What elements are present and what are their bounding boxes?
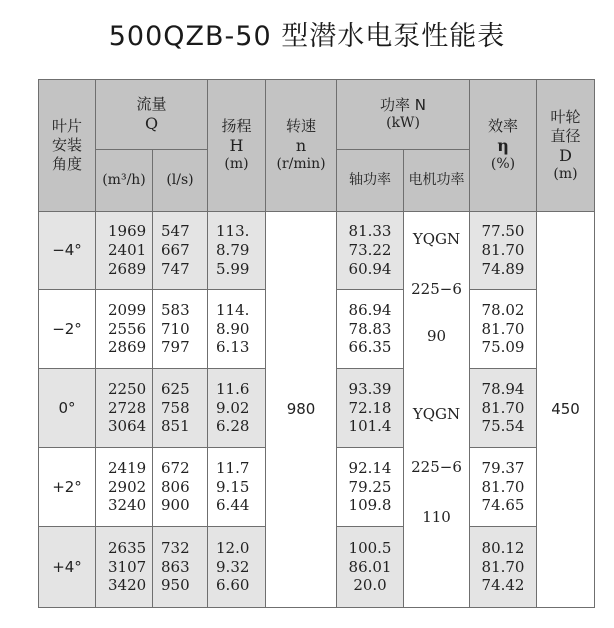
row-head: 113. 8.79 5.99 [208, 212, 266, 290]
header-diameter: 叶轮 直径 D (m) [537, 80, 595, 212]
row-flow-ls: 625 758 851 [153, 369, 208, 448]
header-efficiency: 效率 η (%) [470, 80, 537, 212]
row-efficiency: 80.12 81.70 74.42 [470, 527, 537, 608]
row-shaft-power: 86.94 78.83 66.35 [337, 290, 404, 369]
row-flow-m3h: 2419 2902 3240 [96, 448, 153, 527]
diameter-value: 450 [537, 212, 595, 608]
row-flow-ls: 547 667 747 [153, 212, 208, 290]
motor-frame-2: 225−6 [411, 458, 462, 476]
motor-model-1: YQGN [412, 230, 461, 248]
row-flow-m3h: 2250 2728 3064 [96, 369, 153, 448]
row-flow-ls: 672 806 900 [153, 448, 208, 527]
row-flow-m3h: 1969 2401 2689 [96, 212, 153, 290]
header-shaft-power: 轴功率 [337, 150, 404, 212]
row-shaft-power: 93.39 72.18 101.4 [337, 369, 404, 448]
row-shaft-power: 81.33 73.22 60.94 [337, 212, 404, 290]
row-efficiency: 78.02 81.70 75.09 [470, 290, 537, 369]
row-angle: −2° [39, 290, 96, 369]
row-head: 11.6 9.02 6.28 [208, 369, 266, 448]
row-flow-m3h: 2635 3107 3420 [96, 527, 153, 608]
row-flow-m3h: 2099 2556 2869 [96, 290, 153, 369]
performance-table [38, 79, 595, 608]
row-head: 114. 8.90 6.13 [208, 290, 266, 369]
row-angle: +4° [39, 527, 96, 608]
row-shaft-power: 92.14 79.25 109.8 [337, 448, 404, 527]
row-angle: −4° [39, 212, 96, 290]
header-speed: 转速 n (r/min) [266, 80, 337, 212]
header-flow-ls: (l/s) [153, 150, 208, 212]
motor-frame-1: 225−6 [411, 280, 462, 298]
page-title: 500QZB-50 型潜水电泵性能表 [108, 21, 506, 52]
row-angle: 0° [39, 369, 96, 448]
row-efficiency: 77.50 81.70 74.89 [470, 212, 537, 290]
header-head: 扬程 H (m) [208, 80, 266, 212]
row-efficiency: 79.37 81.70 74.65 [470, 448, 537, 527]
motor-kw-2: 110 [422, 508, 451, 526]
header-angle: 叶片 安装 角度 [39, 80, 96, 212]
header-power: 功率 N (kW) [337, 80, 470, 150]
row-head: 12.0 9.32 6.60 [208, 527, 266, 608]
row-shaft-power: 100.5 86.01 20.0 [337, 527, 404, 608]
header-flow-m3h: (m³/h) [96, 150, 153, 212]
motor-model-2: YQGN [412, 405, 461, 423]
motor-kw-1: 90 [426, 327, 447, 345]
motor-power-cell [404, 212, 470, 608]
header-motor-power: 电机功率 [404, 150, 470, 212]
row-angle: +2° [39, 448, 96, 527]
row-flow-ls: 732 863 950 [153, 527, 208, 608]
speed-value: 980 [266, 212, 337, 608]
row-efficiency: 78.94 81.70 75.54 [470, 369, 537, 448]
header-flow: 流量 Q [96, 80, 208, 150]
row-flow-ls: 583 710 797 [153, 290, 208, 369]
row-head: 11.7 9.15 6.44 [208, 448, 266, 527]
